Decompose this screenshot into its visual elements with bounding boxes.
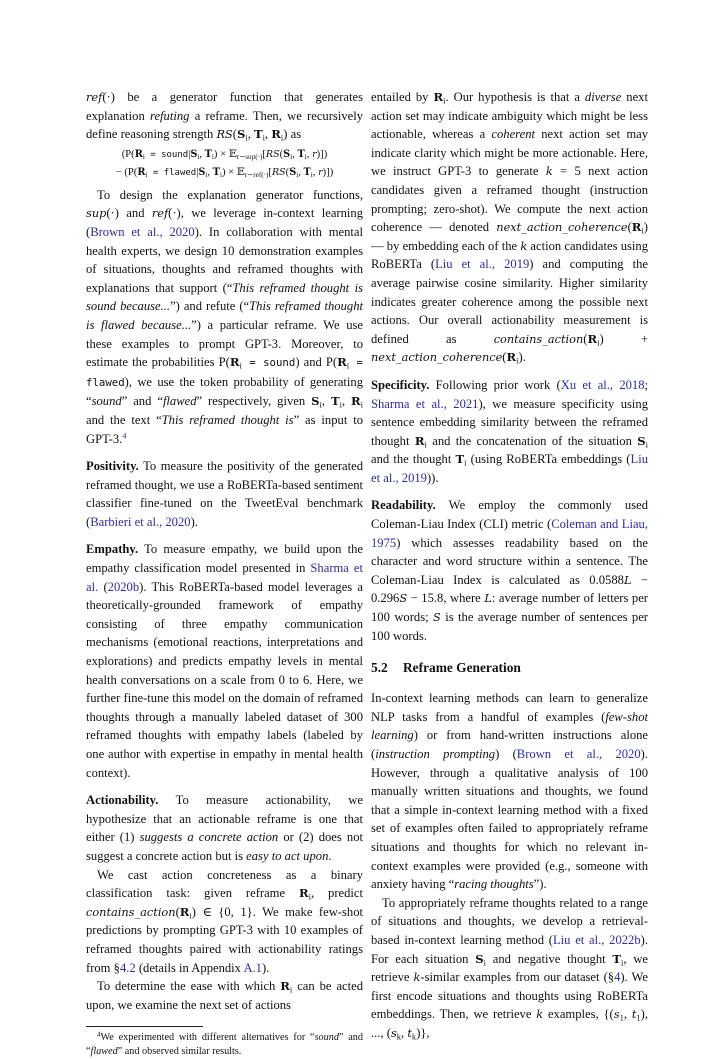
subscript: i <box>319 399 322 410</box>
text-run: | <box>196 166 199 178</box>
text-run: ). In collaboration with mental health experts, we design 10 demonstration examples of situations, thoughts and reframed thoughts with explanations that support (“ <box>86 224 364 295</box>
math-bold-symbol: R <box>229 355 240 370</box>
italic-text: flawed <box>162 394 197 409</box>
text-run: ) + <box>599 331 648 346</box>
text-run: ), we measure specificity using sentence embedding similarity between the reframed thought <box>371 396 649 448</box>
text-run: − (P( <box>115 166 138 178</box>
subscript: i <box>310 170 313 179</box>
text-run: , <box>292 148 298 160</box>
italic-text: This reframed thought is sound because... <box>86 280 363 314</box>
bold-run-in-heading: Readability. <box>371 498 436 513</box>
subscript: i <box>197 152 200 161</box>
text-run: To measure the positivity of the generated reframed thought, we use a RoBERTa-based sentiment classifier fine-tuned on the TweetEval benchmark ( <box>86 459 363 529</box>
text-run: ”) a particular reframe. We use these examples to prompt GPT-3. Moreover, to estimate the probabilities P( <box>86 317 363 370</box>
italic-text: suggests a concrete action <box>139 830 279 845</box>
subscript: i <box>219 170 222 179</box>
math-symbol: next_action_coherence <box>371 350 503 365</box>
math-bold-symbol: T <box>330 394 340 409</box>
bold-run-in-heading: Positivity. <box>86 459 139 474</box>
citation-link[interactable]: Coleman and Liau, 1975 <box>371 517 648 550</box>
subscript: i <box>145 170 148 179</box>
math-symbol: L <box>484 591 492 606</box>
subscript: k <box>411 1031 417 1042</box>
citation-link[interactable]: 2020b <box>107 579 140 594</box>
text-run: ”) and refute (“ <box>170 299 250 314</box>
citation-link[interactable]: Xu et al., 2018 <box>560 377 645 392</box>
text-run: ) — by embedding each of the <box>371 220 648 253</box>
math-bold-symbol: T <box>612 951 622 966</box>
monospace-text: = flawed <box>86 356 363 389</box>
paragraph-actionability <box>86 791 363 865</box>
text-run: ) and computing the average pairwise cosine similarity. Higher similarity indicates greater coherence among the possible next actions. Our overall actionability measurement is defined as <box>371 257 648 346</box>
citation-link[interactable]: 4 <box>614 970 621 985</box>
subscript: i <box>339 399 342 410</box>
text-run: − 15.8, where <box>407 591 485 606</box>
text-run: , <box>265 127 272 142</box>
subscript: i <box>308 891 311 902</box>
text-run: ) or from hand-written instructions alone ( <box>371 728 648 761</box>
text-run: and the text “ <box>86 412 162 427</box>
text-run: [ <box>262 148 266 160</box>
text-run: and the thought <box>371 452 456 467</box>
text-run: , <box>306 148 313 160</box>
math-symbol: k <box>413 970 421 985</box>
math-bold-symbol: R <box>179 904 190 919</box>
text-run: )). <box>426 470 439 485</box>
bold-run-in-heading: Empathy. <box>86 542 139 557</box>
text-run: ( <box>175 904 180 919</box>
section-heading <box>371 659 648 677</box>
subscript: i <box>262 132 265 143</box>
math-symbol: ref <box>86 90 103 104</box>
subscript: r∼ref(·) <box>244 170 269 179</box>
text-run: ” and “ <box>86 1032 363 1058</box>
subscript: i <box>245 132 248 143</box>
subscript: i <box>424 439 427 450</box>
citation-link[interactable]: Brown et al., 2020 <box>516 747 641 761</box>
italic-text: easy to act upon <box>246 848 329 863</box>
subscript: r∼sup(·) <box>236 152 263 161</box>
math-bold-symbol: S <box>236 127 246 142</box>
text-run: To measure actionability, we hypothesize that an actionable reframe is one that either (1) <box>86 793 363 845</box>
text-run: ). This RoBERTa-based model leverages a theoretically-grounded framework of empathy consisting of three empathy communication mechanisms (emotional reactions, interpretations and explorations) and predicts empathy levels in mental health conversations on a scale from 0 to 6. Here, we further fine-tune this model on the domain of reframed thoughts through a manually labeled dataset of 300 reframed thoughts with empathy labels (labeled by one author with expertise in empathy in mental health context). <box>86 579 363 780</box>
math-bold-symbol: S <box>637 433 646 448</box>
italic-text: sound <box>91 394 122 409</box>
math-bold-symbol: R <box>337 355 347 370</box>
math-bold-symbol: R <box>587 331 598 346</box>
math-bold-symbol: R <box>414 433 425 448</box>
text-run: ), ..., ( <box>371 1007 649 1040</box>
subscript: i <box>443 95 446 106</box>
text-run: (·) be a generator function that generates explanation <box>86 90 363 123</box>
math-symbol: next_action_coherence <box>496 220 628 235</box>
italic-text: refuting <box>150 108 190 123</box>
text-run: We cast action concreteness as a binary classification task: given reframe <box>86 867 363 901</box>
text-run: ( <box>285 166 290 178</box>
italic-text: sound <box>314 1032 339 1044</box>
section-title: Reframe Generation <box>403 660 521 676</box>
text-run: , <box>247 127 254 142</box>
footnote-4 <box>86 1031 363 1059</box>
subscript: i <box>597 337 600 348</box>
text-run: action candidates using RoBERTa ( <box>371 238 649 272</box>
text-run: , predict <box>310 886 364 901</box>
text-run: ). However, through a qualitative analysis of 100 manually written situations and thoughts, we found that a simple in-context learning method with a fixed set of examples often failed to appropriately reframe situations and thoughts for which no relevant in-context examples were provided (e.g., someone with anxiety having “ <box>371 747 648 892</box>
text-run: ; <box>644 377 649 392</box>
text-run: , <box>341 394 352 409</box>
subscript: i <box>290 152 293 161</box>
text-run: We employ the commonly used Coleman-Liau Index (CLI) metric ( <box>371 498 648 532</box>
italic-text: flawed <box>90 1046 118 1058</box>
text-run: , <box>321 394 331 409</box>
text-run: To determine the ease with which <box>97 979 281 994</box>
math-symbol: ref <box>151 206 169 221</box>
subscript: i <box>142 152 145 161</box>
italic-text: This reframed thought is flawed because... <box>86 299 363 332</box>
subscript: i <box>304 152 307 161</box>
text-run: ( <box>279 148 284 160</box>
text-run: ) × 𝔼 <box>221 166 245 178</box>
math-bold-symbol: S <box>311 394 320 409</box>
math-bold-symbol: S <box>190 148 198 160</box>
text-run: ) ∈ {0, 1}. We make few-shot predictions by prompting GPT-3 with 10 examples of reframed thoughts paired with actionability ratings from § <box>86 904 363 975</box>
math-bold-symbol: S <box>198 166 206 178</box>
text-run: and the concatenation of the situation <box>426 433 638 448</box>
math-symbol: r <box>312 148 317 160</box>
italic-text: This reframed thought is <box>161 412 294 427</box>
italic-text: coherent <box>491 127 535 142</box>
right-column <box>371 88 648 1052</box>
text-run: ( <box>627 220 632 235</box>
text-run: )]) <box>316 148 328 160</box>
text-run: − 0.296 <box>371 572 648 606</box>
math-bold-symbol: R <box>137 166 146 178</box>
math-symbol: k <box>520 238 528 253</box>
paragraph-readability <box>371 496 648 645</box>
text-run: = 5 next action candidates given a reframed thought (instruction prompting; zero-shot). We compute the next action coherence — denoted <box>371 164 648 235</box>
subscript: i <box>296 170 299 179</box>
math-symbol: RS <box>216 127 233 142</box>
subscript: i <box>280 132 284 143</box>
subscript: i <box>516 355 519 366</box>
math-symbol: L <box>623 572 632 587</box>
subscript: i <box>346 360 350 371</box>
text-run: ” as input to GPT-3. <box>86 412 363 446</box>
math-symbol: sup <box>86 206 107 221</box>
text-run: To appropriately reframe thoughts related to a range of situations and thoughts, we develop a retrieval-based in-context learning method ( <box>371 895 648 947</box>
text-run: , <box>623 1007 632 1022</box>
math-symbol: RS <box>271 166 286 178</box>
text-run: ) as <box>283 127 302 142</box>
monospace-text: = flawed <box>147 167 197 178</box>
math-bold-symbol: S <box>289 166 297 178</box>
text-run: . <box>328 848 332 863</box>
math-symbol: t <box>631 1007 637 1022</box>
text-run: ). We first encode situations and thoughts using RoBERTa embeddings. Then, we retrieve <box>371 970 648 1022</box>
text-run: ) ( <box>495 747 517 761</box>
text-run: and negative thought <box>486 951 613 966</box>
footnote-divider <box>86 1026 203 1027</box>
math-symbol: r <box>318 166 323 178</box>
text-run: ). <box>261 960 270 975</box>
citation-link[interactable]: Liu et al., 2022b <box>552 932 641 947</box>
citation-link[interactable]: Barbieri et al., 2020 <box>90 514 191 529</box>
text-run: next action set may indicate clarity which might be more actionable. Here, we instruct GPT-3 to generate <box>371 127 648 179</box>
footnote-marker-link[interactable]: 4 <box>122 430 127 441</box>
subscript: i <box>239 360 242 371</box>
math-bold-symbol: T <box>212 166 220 178</box>
text-run: ) and P( <box>295 355 338 370</box>
citation-link[interactable]: A.1 <box>243 960 262 975</box>
text-run: (·) and <box>106 206 152 221</box>
text-run: , we retrieve <box>371 951 649 985</box>
math-symbol: k <box>536 1007 544 1022</box>
text-run: (details in Appendix <box>135 960 244 975</box>
subscript: i <box>645 439 648 450</box>
math-symbol: S <box>433 610 441 625</box>
subscript: i <box>621 957 624 968</box>
citation-link[interactable]: Liu et al., 2019 <box>371 452 649 485</box>
text-run: ” and observed similar results. <box>117 1046 242 1058</box>
math-bold-symbol: T <box>204 148 212 160</box>
text-run: ( <box>98 579 108 594</box>
left-column <box>86 88 363 1059</box>
text-run: or (2) does not suggest a concrete action but is <box>86 830 363 863</box>
math-bold-symbol: T <box>455 452 465 467</box>
paragraph-explanation-generator <box>86 186 363 448</box>
text-run: Following prior work ( <box>429 377 561 392</box>
text-run: ” and “ <box>121 394 163 409</box>
text-run: -similar examples from our dataset (§ <box>420 970 615 985</box>
equation <box>86 146 363 182</box>
math-symbol: RS <box>265 148 280 160</box>
math-bold-symbol: S <box>475 951 484 966</box>
text-run: ) which assesses readability based on the character and word structure within a sentence. The Coleman-Liau Index is calculated as 0.0588 <box>371 535 648 587</box>
text-run: ( <box>232 127 237 142</box>
paragraph-reasoning-strength <box>86 88 363 144</box>
subscript: i <box>205 170 208 179</box>
math-bold-symbol: T <box>303 166 311 178</box>
math-symbol: S <box>399 591 408 606</box>
paragraph-in-context-learning <box>371 689 648 894</box>
subscript: i <box>189 910 192 921</box>
math-bold-symbol: R <box>271 127 281 142</box>
text-run: We experimented with different alternatives for “ <box>100 1032 315 1044</box>
text-run: ). For each situation <box>371 932 648 966</box>
math-bold-symbol: R <box>433 90 444 104</box>
text-run: )}, <box>416 1025 430 1040</box>
subscript: 1 <box>619 1012 624 1023</box>
citation-link[interactable]: 4.2 <box>119 960 136 975</box>
citation-link[interactable]: Sharma et al., 2021 <box>371 396 479 411</box>
text-run: ) × 𝔼 <box>213 148 237 160</box>
text-run: examples, {( <box>543 1007 614 1022</box>
text-run: ”). <box>533 877 547 892</box>
subscript: 1 <box>636 1012 641 1023</box>
italic-text: diverse <box>584 90 622 104</box>
math-symbol: contains_action <box>86 904 176 919</box>
text-run: : average number of letters per 100 words; <box>371 591 649 625</box>
paragraph-retrieval-method <box>371 894 648 1043</box>
subscript: i <box>211 152 214 161</box>
paragraph-empathy <box>86 540 363 782</box>
text-run: To design the explanation generator functions, <box>97 187 363 202</box>
text-run: entailed by <box>371 90 434 104</box>
monospace-text: = sound <box>241 356 296 370</box>
italic-text: few-shot learning <box>371 709 648 743</box>
math-symbol: t <box>407 1025 412 1040</box>
text-run: ). <box>190 514 198 529</box>
subscript: i <box>483 957 486 968</box>
text-run: . Our hypothesis is that a <box>445 90 585 104</box>
text-run: )]) <box>322 166 334 178</box>
math-symbol: contains_action <box>493 331 584 346</box>
subscript: i <box>464 457 467 468</box>
paragraph-specificity <box>371 376 648 488</box>
text-run: , <box>199 148 205 160</box>
math-bold-symbol: R <box>631 220 642 235</box>
text-run: can be acted upon, we examine the next set of actions <box>86 979 364 1012</box>
math-bold-symbol: S <box>283 148 291 160</box>
citation-link[interactable]: Sharma et al. <box>86 561 363 594</box>
text-run: (·), we leverage in-context learning ( <box>86 206 363 239</box>
paragraph-positivity <box>86 457 363 531</box>
text-run: ” respectively, given <box>196 394 312 409</box>
text-run: | <box>188 148 191 160</box>
italic-text: instruction prompting <box>375 747 496 761</box>
math-bold-symbol: R <box>351 394 361 409</box>
text-run: ), we use the token probability of generating “ <box>86 374 363 409</box>
text-run: In-context learning methods can learn to generalize NLP tasks from a handful of examples ( <box>371 691 648 724</box>
text-run: ( <box>583 331 588 346</box>
math-bold-symbol: R <box>280 979 290 994</box>
text-run: , <box>207 166 213 178</box>
text-run: [ <box>268 166 272 178</box>
subscript: i <box>360 399 364 410</box>
math-bold-symbol: T <box>254 127 263 142</box>
citation-link[interactable]: Brown et al., 2020 <box>90 224 195 239</box>
bold-run-in-heading: Specificity. <box>371 377 430 392</box>
text-run: , <box>312 166 319 178</box>
math-bold-symbol: R <box>134 148 143 160</box>
text-run: ). <box>518 350 526 365</box>
text-run: To measure empathy, we build upon the empathy classification model presented in <box>86 542 363 576</box>
subscript: k <box>396 1031 402 1042</box>
paragraph-action-concreteness <box>86 866 363 978</box>
text-run: (using RoBERTa embeddings ( <box>466 452 631 467</box>
paragraph-next-action-coherence <box>371 88 648 367</box>
monospace-text: = sound <box>144 149 189 160</box>
equation-line-1 <box>86 146 363 164</box>
text-run: , <box>298 166 304 178</box>
subscript: i <box>289 984 293 995</box>
text-run: , <box>401 1025 408 1040</box>
math-symbol: k <box>545 164 553 179</box>
math-bold-symbol: T <box>297 148 305 160</box>
math-symbol: s <box>613 1007 620 1022</box>
text-run: is the average number of sentences per 100 words. <box>371 610 648 643</box>
math-symbol: s <box>390 1025 397 1040</box>
paragraph-ease-of-action <box>86 977 363 1014</box>
text-run: (P( <box>121 148 135 160</box>
bold-run-in-heading: Actionability. <box>86 793 159 808</box>
text-run: ( <box>502 350 507 365</box>
italic-text: racing thoughts <box>454 877 534 892</box>
math-bold-symbol: R <box>506 350 517 365</box>
citation-link[interactable]: Liu et al., 2019 <box>435 257 530 272</box>
subscript: i <box>641 225 644 236</box>
footnote-marker: 4 <box>97 1031 101 1039</box>
math-bold-symbol: R <box>298 886 309 901</box>
text-run: next action set may indicate ambiguity which might be less actionable, whereas a <box>371 90 648 142</box>
section-number: 5.2 <box>371 660 388 676</box>
equation-line-2 <box>86 164 363 182</box>
text-run: a reframe. Then, we recursively define reasoning strength <box>86 108 363 142</box>
